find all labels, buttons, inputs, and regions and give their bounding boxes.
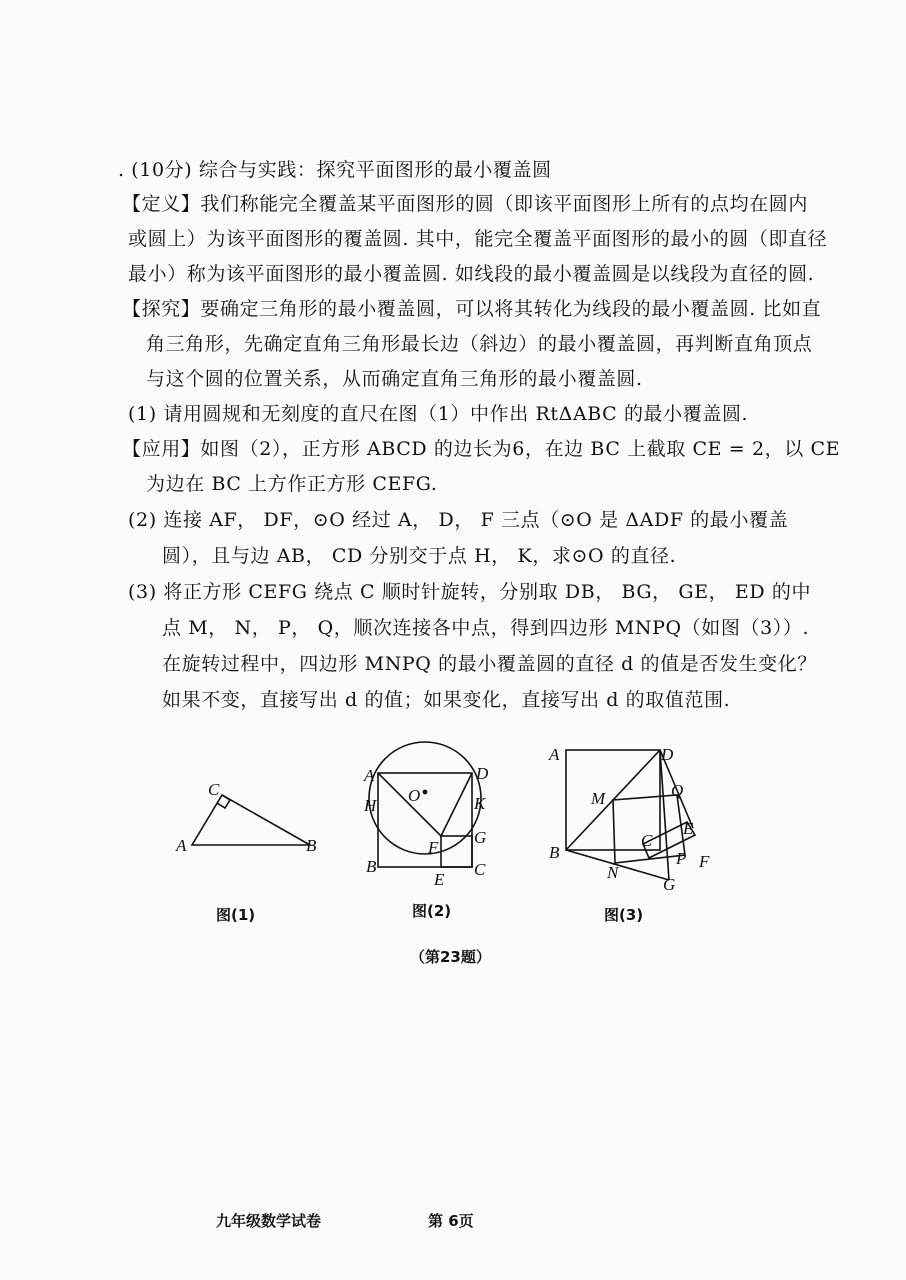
figure-2-square-circle xyxy=(360,735,500,895)
part3-line-4: 如果不变，直接写出 d 的值；如果变化，直接写出 d 的取值范围. xyxy=(162,689,731,711)
application-line-2: 为边在 BC 上方作正方形 CEFG. xyxy=(146,473,438,495)
label-d: D xyxy=(661,745,674,764)
application-line-1: 【应用】如图（2），正方形 ABCD 的边长为6，在边 BC 上截取 CE = 2，以 CE xyxy=(122,438,841,460)
label-b: B xyxy=(366,857,377,876)
label-g: G xyxy=(474,828,487,847)
label-a: A xyxy=(549,745,560,764)
definition-line-3: 最小）称为该平面图形的最小覆盖圆. 如线段的最小覆盖圆是以线段为直径的圆. xyxy=(128,263,815,285)
question-heading: . (10分) 综合与实践：探究平面图形的最小覆盖圆 xyxy=(118,159,552,181)
figure-3-rotated-squares xyxy=(545,740,725,900)
explore-line-1: 【探究】要确定三角形的最小覆盖圆，可以将其转化为线段的最小覆盖圆. 比如直 xyxy=(122,298,822,320)
part3-line-1: (3) 将正方形 CEFG 绕点 C 顺时针旋转，分别取 DB， BG， GE， ED 的中 xyxy=(128,581,812,603)
center-o-point xyxy=(423,790,426,793)
triangle-abc xyxy=(192,795,310,845)
label-e: E xyxy=(434,870,445,889)
explore-line-2: 角三角形，先确定直角三角形最长边（斜边）的最小覆盖圆，再判断直角顶点 xyxy=(146,333,813,355)
segment-df xyxy=(441,773,472,836)
label-f: F xyxy=(428,838,439,857)
label-d: D xyxy=(476,764,489,783)
part2-line-1: (2) 连接 AF， DF，⊙O 经过 A， D， F 三点（⊙O 是 ΔADF 的最小覆盖 xyxy=(128,509,789,531)
label-b: B xyxy=(549,843,560,862)
label-f: F xyxy=(699,852,710,871)
label-k: K xyxy=(474,794,486,813)
figure-3-caption: 图(3) xyxy=(604,906,644,924)
part2-line-2: 圆），且与边 AB， CD 分别交于点 H， K，求⊙O 的直径. xyxy=(162,545,677,567)
part3-line-2: 点 M， N， P， Q，顺次连接各中点，得到四边形 MNPQ（如图（3））. xyxy=(162,617,810,639)
label-c: C xyxy=(474,860,486,879)
footer-subject: 九年级数学试卷 xyxy=(216,1212,322,1230)
figure-2-caption: 图(2) xyxy=(412,902,452,920)
footer-page-number: 第 6页 xyxy=(428,1212,474,1230)
problem-number: （第23题） xyxy=(410,948,491,966)
label-c: C xyxy=(208,780,220,799)
label-a: A xyxy=(176,836,187,855)
figure-1-caption: 图(1) xyxy=(216,906,256,924)
figure-1-right-triangle xyxy=(170,775,330,865)
definition-line-2: 或圆上）为该平面图形的覆盖圆. 其中，能完全覆盖平面图形的最小的圆（即直径 xyxy=(128,228,828,250)
part3-line-3: 在旋转过程中，四边形 MNPQ 的最小覆盖圆的直径 d 的值是否发生变化？ xyxy=(162,653,817,675)
label-e: E xyxy=(683,819,694,838)
label-n: N xyxy=(607,863,619,882)
label-q: Q xyxy=(671,781,684,800)
label-b: B xyxy=(306,836,317,855)
label-p: P xyxy=(676,849,687,868)
part1-text: (1) 请用圆规和无刻度的直尺在图（1）中作出 RtΔABC 的最小覆盖圆. xyxy=(128,403,749,425)
label-c: C xyxy=(641,831,653,850)
circle-o xyxy=(369,742,481,854)
square-cefg xyxy=(441,836,472,867)
label-o: O xyxy=(408,786,421,805)
label-g: G xyxy=(663,875,676,894)
definition-line-1: 【定义】我们称能完全覆盖某平面图形的圆（即该平面图形上所有的点均在圆内 xyxy=(122,193,809,215)
explore-line-3: 与这个圆的位置关系，从而确定直角三角形的最小覆盖圆. xyxy=(146,368,643,390)
label-h: H xyxy=(364,796,377,815)
label-m: M xyxy=(591,789,606,808)
label-a: A xyxy=(364,766,375,785)
